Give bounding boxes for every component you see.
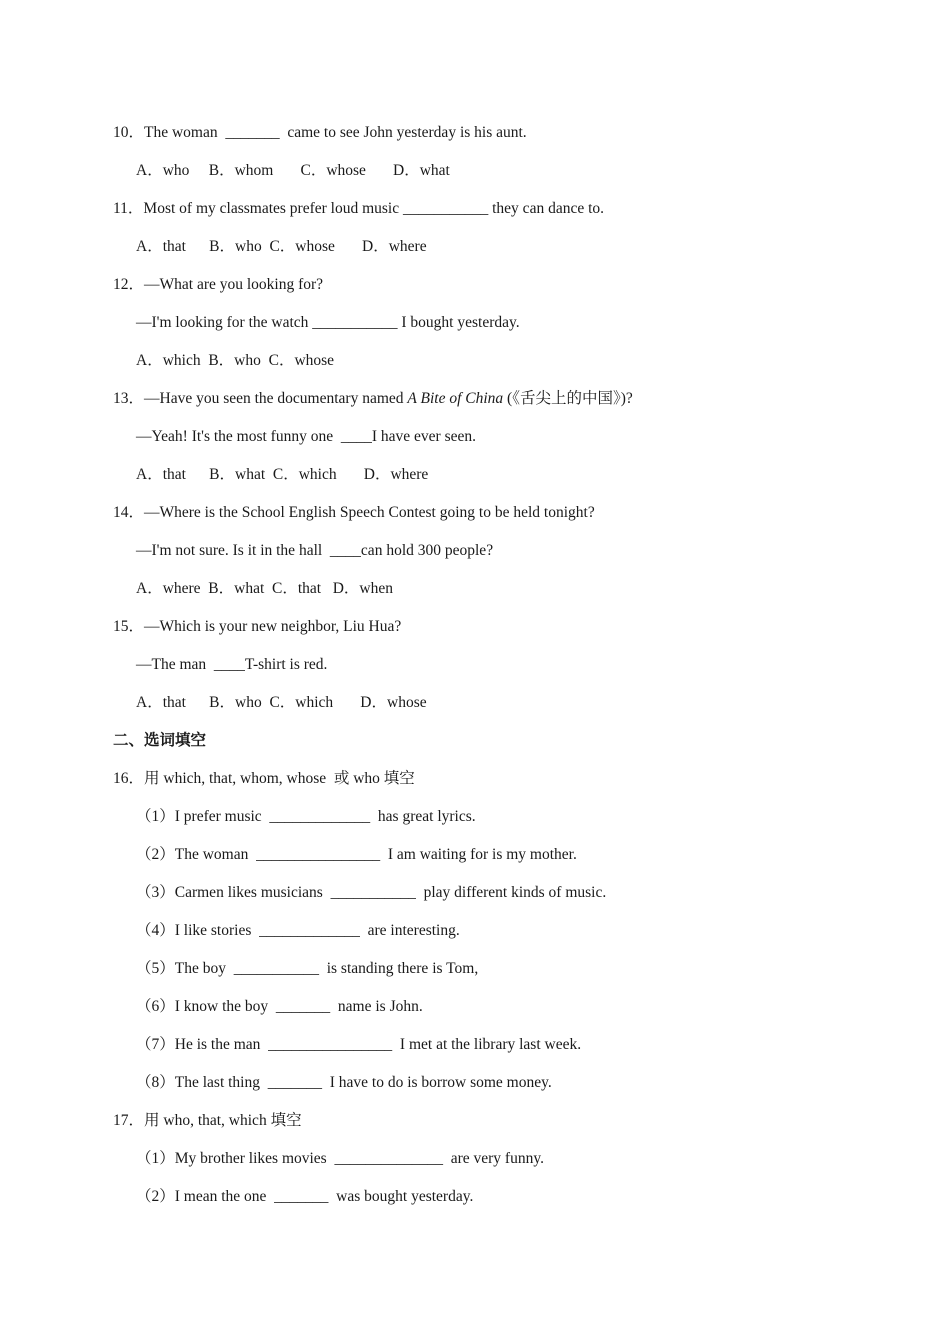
question-13-stem-after: (《舌尖上的中国》)?: [503, 390, 633, 407]
question-14-options: A．where B．what C．that D．when: [136, 580, 393, 597]
question-16-item: （3）Carmen likes musicians ___________ play different kinds of music.: [136, 884, 607, 901]
question-12-options: A．which B．who C．whose: [136, 352, 335, 369]
question-14-reply: —I'm not sure. Is it in the hall ____can hold 300 people?: [136, 542, 494, 559]
question-16-item: （8）The last thing _______ I have to do is borrow some money.: [136, 1074, 552, 1091]
question-16-item: （4）I like stories _____________ are interesting.: [136, 922, 460, 939]
question-12-reply: —I'm looking for the watch ___________ I bought yesterday.: [136, 314, 520, 331]
question-16-stem: 16．用 which, that, whom, whose 或 who 填空: [113, 770, 415, 787]
question-11-options: A．that B．who C．whose D．where: [136, 238, 427, 255]
question-16-item: （1）I prefer music _____________ has great lyrics.: [136, 808, 476, 825]
question-11-stem: 11．Most of my classmates prefer loud music ___________ they can dance to.: [113, 200, 605, 217]
question-15-reply: —The man ____T-shirt is red.: [136, 656, 328, 673]
question-15-options: A．that B．who C．which D．whose: [136, 694, 427, 711]
section-heading: 二、选词填空: [113, 732, 207, 749]
question-17-item: （1）My brother likes movies ______________ are very funny.: [136, 1150, 544, 1167]
documentary-title: A Bite of China: [407, 390, 504, 407]
question-15-stem: 15．—Which is your new neighbor, Liu Hua?: [113, 618, 402, 635]
question-13-reply: —Yeah! It's the most funny one ____I have ever seen.: [136, 428, 476, 445]
question-13-stem: [113, 389, 633, 409]
question-13-options: A．that B．what C．which D．where: [136, 466, 429, 483]
question-16-item: （7）He is the man ________________ I met at the library last week.: [136, 1036, 582, 1053]
question-17-item: （2）I mean the one _______ was bought yesterday.: [136, 1188, 474, 1205]
question-16-item: （6）I know the boy _______ name is John.: [136, 998, 423, 1015]
question-17-stem: 17．用 who, that, which 填空: [113, 1112, 302, 1129]
question-10-stem: 10．The woman _______ came to see John yesterday is his aunt.: [113, 124, 527, 141]
question-12-stem: 12．—What are you looking for?: [113, 276, 324, 293]
question-16-item: （5）The boy ___________ is standing there is Tom,: [136, 960, 479, 977]
question-14-stem: 14．—Where is the School English Speech Contest going to be held tonight?: [113, 504, 595, 521]
question-10-options: A．who B．whom C．whose D．what: [136, 162, 450, 179]
question-16-item: （2）The woman ________________ I am waiting for is my mother.: [136, 846, 577, 863]
question-13-stem-before: 13．—Have you seen the documentary named: [113, 390, 408, 407]
